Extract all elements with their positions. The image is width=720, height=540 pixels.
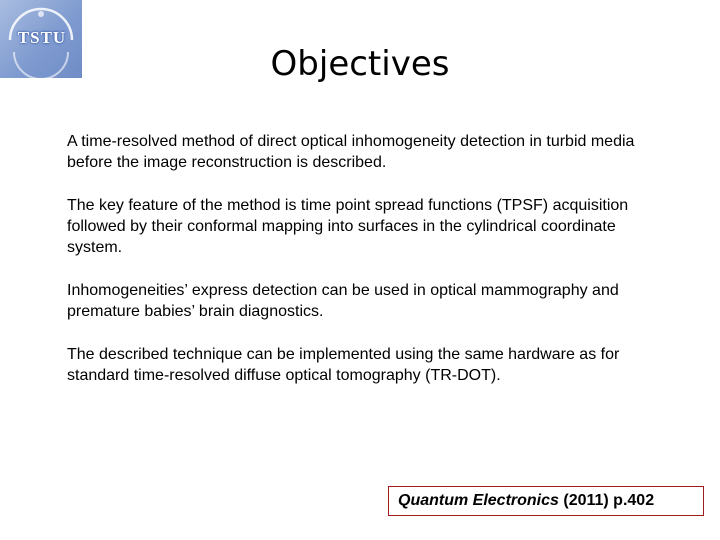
paragraph-key-feature: The key feature of the method is time point spread functions (TPSF) acquisition followed by their conformal mapping into surfaces in the cylindrical coordinate system. — [67, 197, 629, 256]
paragraph-hardware: The described technique can be implemented using the same hardware as for standard time-resolved diffuse optical tomography (TR-DOT). — [67, 346, 620, 384]
citation-journal: Quantum Electronics — [398, 492, 559, 509]
slide-title: Objectives — [270, 44, 450, 84]
paragraph-method: A time-resolved method of direct optical inhomogeneity detection in turbid media before the image reconstruction is described. — [67, 133, 635, 171]
logo-text: TSTU — [17, 28, 67, 47]
objectives-body — [67, 131, 667, 408]
paragraph-applications: Inhomogeneities’ express detection can be used in optical mammography and premature babies’ brain diagnostics. — [67, 282, 619, 320]
citation-box — [388, 486, 704, 516]
citation-details: (2011) p.402 — [558, 492, 655, 509]
